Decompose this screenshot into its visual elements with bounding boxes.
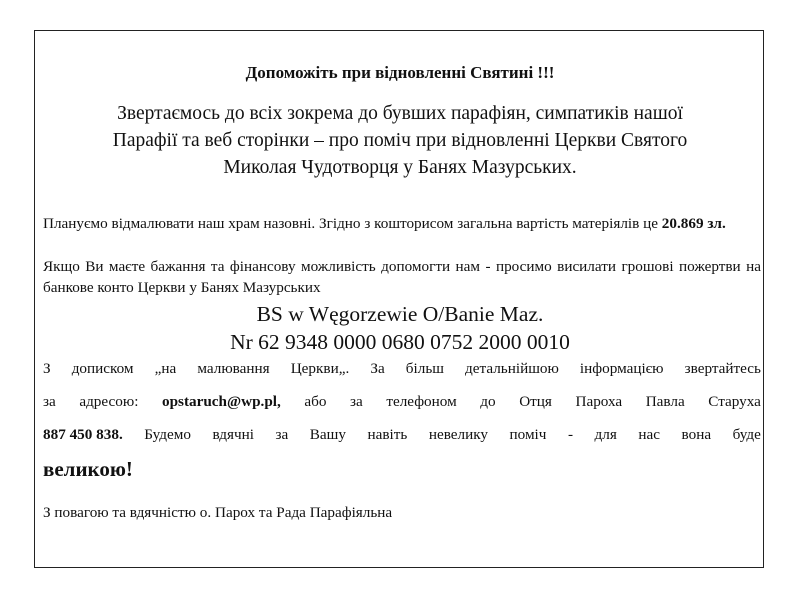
- contact-line-3: 887 450 838. Будемо вдячні за Вашу навіть невелику поміч - для нас вона буде: [43, 426, 761, 443]
- emphasis-word: великою!: [43, 457, 133, 481]
- closing-signature: З повагою та вдячністю о. Парох та Рада Парафіяльна: [43, 504, 393, 521]
- notice-title: Допоможіть при відновленні Святині !!!: [245, 63, 555, 82]
- intro-text: [50, 100, 750, 181]
- intro-line: Звертаємось до всіх зокрема до бувших парафіян, симпатиків нашої: [117, 103, 683, 124]
- cost-paragraph: [43, 213, 761, 234]
- intro-line: Миколая Чудотворця у Банях Мазурських.: [223, 157, 577, 178]
- cost-text: Плануємо відмалювати наш храм назовні. Згідно з кошторисом загальна вартість матеріялів це: [43, 215, 662, 232]
- contact-line-2: за адресою: opstaruch@wp.pl, або за телефоном до Отця Пароха Павла Старуха: [43, 393, 761, 410]
- cost-amount: 20.869 зл.: [661, 215, 726, 232]
- contact-phone: 887 450 838.: [43, 426, 123, 443]
- donation-paragraph: Якщо Ви маєте бажання та фінансову можливість допомогти нам - просимо висилати грошові пожертви на банкове конто Церкви у Банях Мазурських: [43, 258, 761, 296]
- contact-line-1: З дописком „на малювання Церкви„. За більш детальнійшою інформацією звертайтесь: [43, 360, 761, 377]
- bank-name: BS w Węgorzewie O/Banie Maz.: [256, 302, 544, 326]
- intro-line: Парафії та веб сторінки – про поміч при відновленні Церкви Святого: [112, 130, 688, 151]
- contact-email: opstaruch@wp.pl,: [162, 393, 281, 410]
- bank-account-number: Nr 62 9348 0000 0680 0752 2000 0010: [230, 330, 570, 354]
